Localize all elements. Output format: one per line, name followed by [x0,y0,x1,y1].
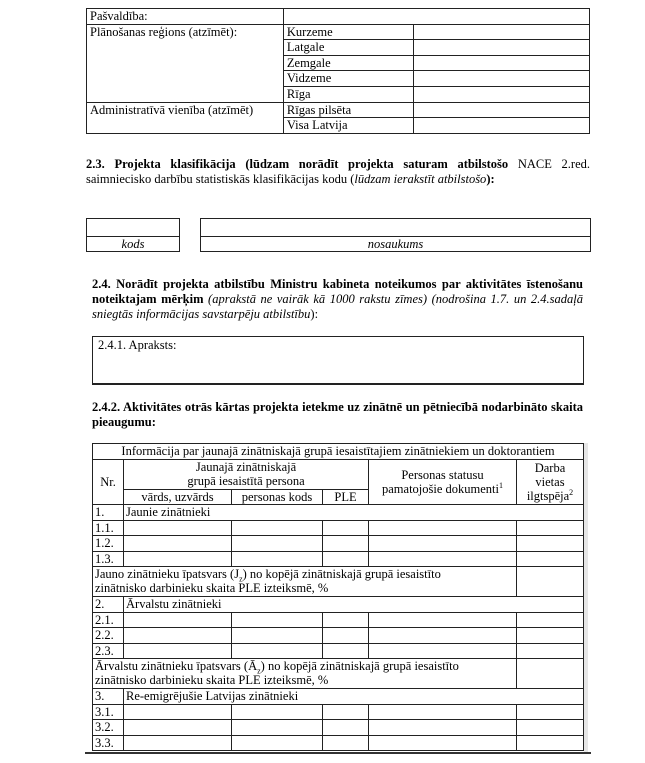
name-cell[interactable] [124,612,232,628]
table-row [93,536,584,552]
region-mark-latgale[interactable] [413,40,589,56]
group-label: Jaunie zinātnieki [124,505,584,521]
row-nr: 1.3. [93,551,124,567]
ple-cell[interactable] [323,704,369,720]
municipality-row [87,9,590,25]
summary-value[interactable] [517,567,584,597]
region-option-riga: Rīga [283,86,413,102]
planning-region-label: Plānošanas reģions (atzīmēt): [87,24,284,102]
row-nr: 3.2. [93,720,124,736]
header-name: vārds, uzvārds [124,489,232,505]
docs-cell[interactable] [369,551,517,567]
name-cell[interactable] [124,520,232,536]
section-tail: ): [486,172,495,186]
header-nr: Nr. [93,459,124,505]
ple-cell[interactable] [323,612,369,628]
row-nr: 2.3. [93,643,124,659]
code-cell[interactable] [232,735,323,751]
docs-cell[interactable] [369,720,517,736]
summary-row-foreign [93,659,584,689]
docs-cell[interactable] [369,735,517,751]
nace-code-label: kods [121,237,145,251]
region-mark-zemgale[interactable] [413,55,589,71]
group-nr: 2. [93,597,124,613]
table-row [93,720,584,736]
header-sust-line3: ilgtspēja [526,488,570,503]
code-cell[interactable] [232,536,323,552]
description-textarea[interactable] [92,336,584,385]
region-option-kurzeme: Kurzeme [283,24,413,40]
sust-cell[interactable] [517,720,584,736]
section-normal-text: NACE 2.red. saimniecisko darbību statistiskās klasifikācijas kodu ( [86,157,591,186]
summary-label [93,659,517,689]
nace-code-input[interactable] [87,219,179,237]
table-row [93,735,584,751]
region-mark-kurzeme[interactable] [413,24,589,40]
ple-cell[interactable] [323,520,369,536]
table-row [93,704,584,720]
code-cell[interactable] [232,643,323,659]
section-tail: ): [310,307,319,321]
sust-cell[interactable] [517,628,584,644]
table-row [93,520,584,536]
section-2-4-2-heading: 2.4.2. Aktivitātes otrās kārtas projekta ietekme uz zinātnē un pētniecībā nodarbināto skaita pieaugumu: [92,400,583,429]
row-nr: 1.2. [93,536,124,552]
name-cell[interactable] [124,735,232,751]
header-person-line2: grupā iesaistītā persona [187,473,305,488]
footnote-1: 1 [499,480,503,490]
name-cell[interactable] [124,551,232,567]
section-bold-text: Norādīt projekta atbilstību Ministru kabineta noteikumos par aktivitātes īstenošanu noteiktajam mērķim [92,277,583,306]
summary-value[interactable] [517,659,584,689]
code-cell[interactable] [232,628,323,644]
description-label: 2.4.1. Apraksts: [98,338,177,352]
nace-name-box [200,218,591,252]
section-number: 2.3. [86,157,105,171]
header-person-line1: Jaunajā zinātniskajā [195,459,297,474]
code-cell[interactable] [232,720,323,736]
summary-text-line2: zinātnisko darbinieku skaita PLE izteiksmē, % [95,581,329,595]
ple-cell[interactable] [323,628,369,644]
section-italic-text: (aprakstā ne vairāk kā 1000 rakstu zīmes) (nodrošina 1.7. un 2.4.sadaļā sniegtās informācijas savstarpēju atbilstību [92,292,584,321]
header-row-1 [93,459,584,489]
page-bottom-rule [85,752,591,754]
footnote-2: 2 [569,487,574,497]
header-documents-line2: pamatojošie dokumenti [382,481,499,496]
region-option-latgale: Latgale [283,40,413,56]
summary-text-b: ) no kopējā zinātniskajā grupā iesaistīto [260,659,459,673]
sust-cell[interactable] [517,551,584,567]
region-option-vidzeme: Vidzeme [283,71,413,87]
group-nr: 1. [93,505,124,521]
group-row-reemigrated-scientists [93,689,584,705]
section-2-3-heading [86,157,590,187]
group-row-young-scientists [93,505,584,521]
header-personal-code: personas kods [232,489,323,505]
table-row [93,551,584,567]
header-person [124,459,369,489]
row-nr: 1.1. [93,520,124,536]
admin-mark-riga-city[interactable] [413,102,589,118]
sust-cell[interactable] [517,520,584,536]
planning-region-row [87,24,590,40]
section-2-4-heading [92,277,583,322]
table-row [93,612,584,628]
summary-sub: z [257,666,261,676]
table-title: Informācija par jaunajā zinātniskajā grupā iesaistītajiem zinātniekiem un doktorantiem [93,444,584,460]
ple-cell[interactable] [323,551,369,567]
name-cell[interactable] [124,643,232,659]
header-documents-line1: Personas statusu [401,467,484,482]
row-nr: 2.1. [93,612,124,628]
group-nr: 3. [93,689,124,705]
region-option-zemgale: Zemgale [283,55,413,71]
group-label: Ārvalstu zinātnieki [124,597,584,613]
municipality-input[interactable] [283,9,589,25]
group-row-foreign-scientists [93,597,584,613]
row-nr: 3.1. [93,704,124,720]
section-bold-text: Projekta klasifikācija (lūdzam norādīt projekta saturam atbilstošo [114,157,509,171]
header-sust-line1: Darba [534,460,566,475]
code-cell[interactable] [232,704,323,720]
admin-option-riga-city: Rīgas pilsēta [283,102,413,118]
sust-cell[interactable] [517,612,584,628]
code-cell[interactable] [232,612,323,628]
admin-mark-all-latvia[interactable] [413,118,589,134]
table-row [93,643,584,659]
summary-text-a: Jauno zinātnieku īpatsvars (J [95,567,240,581]
summary-sub: z [239,574,243,584]
docs-cell[interactable] [369,536,517,552]
name-cell[interactable] [124,704,232,720]
summary-text-line2: zinātnisko darbinieku skaita PLE izteiksmē, % [95,673,329,687]
ple-cell[interactable] [323,536,369,552]
header-sust-line2: vietas [535,474,565,489]
docs-cell[interactable] [369,643,517,659]
docs-cell[interactable] [369,704,517,720]
table-title-row [93,444,584,460]
table-row [93,628,584,644]
group-label: Re-emigrējušie Latvijas zinātnieki [124,689,584,705]
scientists-table [92,443,584,751]
municipality-label: Pašvaldība: [87,9,284,25]
nace-name-label: nosaukums [367,237,424,251]
summary-text-a: Ārvalstu zinātnieku īpatsvars (Ā [95,659,258,673]
sust-cell[interactable] [517,735,584,751]
ple-cell[interactable] [323,735,369,751]
section-italic-text: lūdzam ierakstīt atbilstošo [354,172,487,186]
summary-text-b: ) no kopējā zinātniskajā grupā iesaistīto [242,567,441,581]
row-nr: 3.3. [93,735,124,751]
admin-unit-label: Administratīvā vienība (atzīmēt) [87,102,284,133]
summary-row-young [93,567,584,597]
region-mark-riga[interactable] [413,86,589,102]
docs-cell[interactable] [369,628,517,644]
ple-cell[interactable] [323,643,369,659]
header-documents [369,459,517,505]
code-cell[interactable] [232,520,323,536]
sust-cell[interactable] [517,643,584,659]
summary-label [93,567,517,597]
right-shade [584,443,588,752]
admin-option-all-latvia: Visa Latvija [283,118,413,134]
section-number: 2.4. [92,277,111,291]
header-ple: PLE [323,489,369,505]
region-mark-vidzeme[interactable] [413,71,589,87]
region-table [86,8,590,134]
nace-name-input[interactable] [201,219,590,237]
name-cell[interactable] [124,536,232,552]
header-sustainability [517,459,584,505]
code-cell[interactable] [232,551,323,567]
docs-cell[interactable] [369,612,517,628]
docs-cell[interactable] [369,520,517,536]
row-nr: 2.2. [93,628,124,644]
ple-cell[interactable] [323,720,369,736]
sust-cell[interactable] [517,704,584,720]
name-cell[interactable] [124,628,232,644]
nace-code-box [86,218,180,252]
sust-cell[interactable] [517,536,584,552]
name-cell[interactable] [124,720,232,736]
